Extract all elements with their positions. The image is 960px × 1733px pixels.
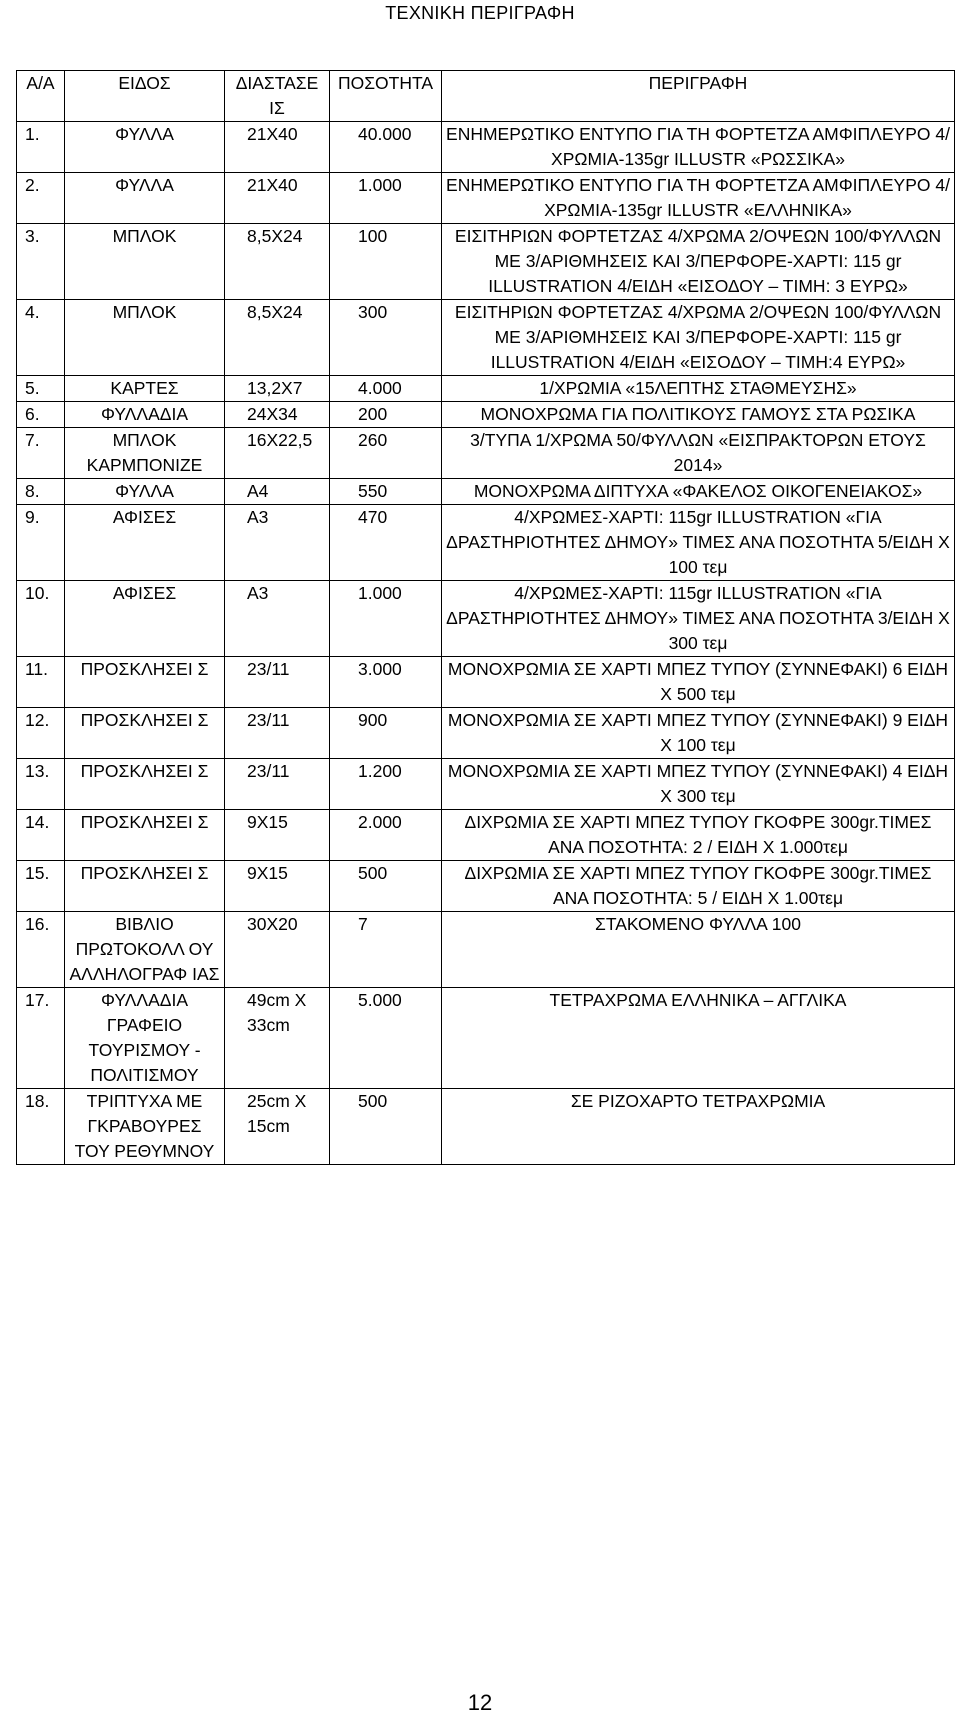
cell-num: 6. — [17, 402, 65, 428]
cell-quantity: 3.000 — [330, 657, 442, 708]
cell-quantity: 500 — [330, 861, 442, 912]
cell-description: 1/ΧΡΩΜΙΑ «15ΛΕΠΤΗΣ ΣΤΑΘΜΕΥΣΗΣ» — [442, 376, 955, 402]
cell-dimensions: Α3 — [225, 581, 330, 657]
table-row — [17, 122, 955, 173]
table-row — [17, 428, 955, 479]
cell-quantity: 1.000 — [330, 581, 442, 657]
cell-quantity: 40.000 — [330, 122, 442, 173]
cell-kind: ΜΠΛΟΚ ΚΑΡΜΠΟΝΙΖΕ — [65, 428, 225, 479]
cell-num: 2. — [17, 173, 65, 224]
table-row — [17, 708, 955, 759]
table-row — [17, 173, 955, 224]
cell-dimensions: 21Χ40 — [225, 173, 330, 224]
table-row — [17, 912, 955, 988]
cell-quantity: 900 — [330, 708, 442, 759]
cell-num: 16. — [17, 912, 65, 988]
cell-num: 5. — [17, 376, 65, 402]
cell-dimensions: 49cm Χ 33cm — [225, 988, 330, 1089]
table-body — [17, 122, 955, 1165]
header-dimensions: ΔΙΑΣΤΑΣΕ ΙΣ — [225, 71, 330, 122]
cell-quantity: 500 — [330, 1089, 442, 1165]
page-number: 12 — [467, 1690, 493, 1715]
cell-description: ΔΙΧΡΩΜΙΑ ΣΕ ΧΑΡΤΙ ΜΠΕΖ ΤΥΠΟΥ ΓΚΟΦΡΕ 300gr.ΤΙΜΕΣ ΑΝΑ ΠΟΣΟΤΗΤΑ: 2 / ΕΙΔΗ Χ 1.000τεμ — [442, 810, 955, 861]
cell-num: 4. — [17, 300, 65, 376]
cell-kind: ΦΥΛΛΑ — [65, 479, 225, 505]
cell-description: ΕΙΣΙΤΗΡΙΩΝ ΦΟΡΤΕΤΖΑΣ 4/ΧΡΩΜΑ 2/ΟΨΕΩΝ 100/ΦΥΛΛΩΝ ΜΕ 3/ΑΡΙΘΜΗΣΕΙΣ ΚΑΙ 3/ΠΕΡΦΟΡΕ-ΧΑΡΤΙ: 115 gr ILLUSTRATION 4/ΕΙΔΗ «ΕΙΣΟΔΟΥ – ΤΙΜΗ:4 ΕΥΡΩ» — [442, 300, 955, 376]
cell-num: 9. — [17, 505, 65, 581]
header-num: Α/Α — [17, 71, 65, 122]
cell-dimensions: 23/11 — [225, 657, 330, 708]
cell-dimensions: 9Χ15 — [225, 810, 330, 861]
cell-description: ΕΝΗΜΕΡΩΤΙΚΟ ΕΝΤΥΠΟ ΓΙΑ ΤΗ ΦΟΡΤΕΤΖΑ ΑΜΦΙΠΛΕΥΡΟ 4/ΧΡΩΜΙΑ-135gr ILLUSTR «ΡΩΣΣΙΚΑ» — [442, 122, 955, 173]
cell-description: 4/ΧΡΩΜΕΣ-ΧΑΡΤΙ: 115gr ILLUSTRATION «ΓΙΑ ΔΡΑΣΤΗΡΙΟΤΗΤΕΣ ΔΗΜΟΥ» ΤΙΜΕΣ ΑΝΑ ΠΟΣΟΤΗΤΑ 5/ΕΙΔΗ Χ 100 τεμ — [442, 505, 955, 581]
cell-description: 4/ΧΡΩΜΕΣ-ΧΑΡΤΙ: 115gr ILLUSTRATION «ΓΙΑ ΔΡΑΣΤΗΡΙΟΤΗΤΕΣ ΔΗΜΟΥ» ΤΙΜΕΣ ΑΝΑ ΠΟΣΟΤΗΤΑ 3/ΕΙΔΗ Χ 300 τεμ — [442, 581, 955, 657]
cell-dimensions: 23/11 — [225, 759, 330, 810]
table-row — [17, 1089, 955, 1165]
cell-num: 15. — [17, 861, 65, 912]
cell-num: 1. — [17, 122, 65, 173]
cell-dimensions: 24Χ34 — [225, 402, 330, 428]
cell-dimensions: 23/11 — [225, 708, 330, 759]
cell-kind: ΒΙΒΛΙΟ ΠΡΩΤΟΚΟΛΛ ΟΥ ΑΛΛΗΛΟΓΡΑΦ ΙΑΣ — [65, 912, 225, 988]
cell-description: ΜΟΝΟΧΡΩΜΙΑ ΣΕ ΧΑΡΤΙ ΜΠΕΖ ΤΥΠΟΥ (ΣΥΝΝΕΦΑΚΙ) 6 ΕΙΔΗ Χ 500 τεμ — [442, 657, 955, 708]
cell-kind: ΠΡΟΣΚΛΗΣΕΙ Σ — [65, 759, 225, 810]
table-row — [17, 759, 955, 810]
cell-dimensions: 8,5Χ24 — [225, 300, 330, 376]
cell-dimensions: Α4 — [225, 479, 330, 505]
cell-quantity: 100 — [330, 224, 442, 300]
cell-kind: ΑΦΙΣΕΣ — [65, 505, 225, 581]
cell-kind: ΠΡΟΣΚΛΗΣΕΙ Σ — [65, 708, 225, 759]
table-row — [17, 402, 955, 428]
cell-description: 3/ΤΥΠΑ 1/ΧΡΩΜΑ 50/ΦΥΛΛΩΝ «ΕΙΣΠΡΑΚΤΟΡΩΝ ΕΤΟΥΣ 2014» — [442, 428, 955, 479]
cell-kind: ΜΠΛΟΚ — [65, 224, 225, 300]
cell-description: ΜΟΝΟΧΡΩΜΙΑ ΣΕ ΧΑΡΤΙ ΜΠΕΖ ΤΥΠΟΥ (ΣΥΝΝΕΦΑΚΙ) 9 ΕΙΔΗ Χ 100 τεμ — [442, 708, 955, 759]
cell-quantity: 260 — [330, 428, 442, 479]
cell-quantity: 300 — [330, 300, 442, 376]
cell-description: ΜΟΝΟΧΡΩΜΙΑ ΣΕ ΧΑΡΤΙ ΜΠΕΖ ΤΥΠΟΥ (ΣΥΝΝΕΦΑΚΙ) 4 ΕΙΔΗ Χ 300 τεμ — [442, 759, 955, 810]
cell-quantity: 1.000 — [330, 173, 442, 224]
cell-quantity: 200 — [330, 402, 442, 428]
cell-description: ΜΟΝΟΧΡΩΜΑ ΔΙΠΤΥΧΑ «ΦΑΚΕΛΟΣ ΟΙΚΟΓΕΝΕΙΑΚΟΣ» — [442, 479, 955, 505]
cell-description: ΜΟΝΟΧΡΩΜΑ ΓΙΑ ΠΟΛΙΤΙΚΟΥΣ ΓΑΜΟΥΣ ΣΤΑ ΡΩΣΙΚΑ — [442, 402, 955, 428]
cell-dimensions: 16Χ22,5 — [225, 428, 330, 479]
cell-quantity: 7 — [330, 912, 442, 988]
cell-num: 18. — [17, 1089, 65, 1165]
cell-dimensions: 9Χ15 — [225, 861, 330, 912]
header-kind: ΕΙΔΟΣ — [65, 71, 225, 122]
table-row — [17, 505, 955, 581]
header-description: ΠΕΡΙΓΡΑΦΗ — [442, 71, 955, 122]
cell-quantity: 2.000 — [330, 810, 442, 861]
cell-kind: ΠΡΟΣΚΛΗΣΕΙ Σ — [65, 861, 225, 912]
specification-table — [16, 70, 955, 1165]
table-row — [17, 657, 955, 708]
cell-kind: ΠΡΟΣΚΛΗΣΕΙ Σ — [65, 810, 225, 861]
cell-num: 17. — [17, 988, 65, 1089]
cell-dimensions: 25cm Χ 15cm — [225, 1089, 330, 1165]
table-row — [17, 300, 955, 376]
table-row — [17, 376, 955, 402]
table-row — [17, 810, 955, 861]
cell-kind: ΦΥΛΛΑ — [65, 173, 225, 224]
cell-quantity: 470 — [330, 505, 442, 581]
cell-kind: ΦΥΛΛΑΔΙΑ — [65, 402, 225, 428]
table-row — [17, 861, 955, 912]
cell-num: 11. — [17, 657, 65, 708]
cell-description: ΕΙΣΙΤΗΡΙΩΝ ΦΟΡΤΕΤΖΑΣ 4/ΧΡΩΜΑ 2/ΟΨΕΩΝ 100/ΦΥΛΛΩΝ ΜΕ 3/ΑΡΙΘΜΗΣΕΙΣ ΚΑΙ 3/ΠΕΡΦΟΡΕ-ΧΑΡΤΙ: 115 gr ILLUSTRATION 4/ΕΙΔΗ «ΕΙΣΟΔΟΥ – ΤΙΜΗ: 3 ΕΥΡΩ» — [442, 224, 955, 300]
cell-dimensions: 8,5Χ24 — [225, 224, 330, 300]
cell-num: 3. — [17, 224, 65, 300]
table-row — [17, 581, 955, 657]
cell-description: ΕΝΗΜΕΡΩΤΙΚΟ ΕΝΤΥΠΟ ΓΙΑ ΤΗ ΦΟΡΤΕΤΖΑ ΑΜΦΙΠΛΕΥΡΟ 4/ΧΡΩΜΙΑ-135gr ILLUSTR «ΕΛΛΗΝΙΚΑ» — [442, 173, 955, 224]
table-row — [17, 224, 955, 300]
cell-kind: ΦΥΛΛΑΔΙΑ ΓΡΑΦΕΙΟ ΤΟΥΡΙΣΜΟΥ - ΠΟΛΙΤΙΣΜΟΥ — [65, 988, 225, 1089]
cell-quantity: 1.200 — [330, 759, 442, 810]
cell-description: ΣΕ ΡΙΖΟΧΑΡΤΟ ΤΕΤΡΑΧΡΩΜΙΑ — [442, 1089, 955, 1165]
table-row — [17, 988, 955, 1089]
cell-num: 14. — [17, 810, 65, 861]
cell-dimensions: 30Χ20 — [225, 912, 330, 988]
cell-dimensions: Α3 — [225, 505, 330, 581]
cell-kind: ΑΦΙΣΕΣ — [65, 581, 225, 657]
cell-kind: ΤΡΙΠΤΥΧΑ ΜΕ ΓΚΡΑΒΟΥΡΕΣ ΤΟΥ ΡΕΘΥΜΝΟΥ — [65, 1089, 225, 1165]
cell-quantity: 5.000 — [330, 988, 442, 1089]
cell-kind: ΚΑΡΤΕΣ — [65, 376, 225, 402]
cell-description: ΤΕΤΡΑΧΡΩΜΑ ΕΛΛΗΝΙΚΑ – ΑΓΓΛΙΚΑ — [442, 988, 955, 1089]
cell-description: ΣΤΑΚΟΜΕΝΟ ΦΥΛΛΑ 100 — [442, 912, 955, 988]
cell-num: 7. — [17, 428, 65, 479]
page-title: ΤΕΧΝΙΚΗ ΠΕΡΙΓΡΑΦΗ — [385, 3, 575, 23]
cell-num: 13. — [17, 759, 65, 810]
cell-kind: ΠΡΟΣΚΛΗΣΕΙ Σ — [65, 657, 225, 708]
cell-quantity: 4.000 — [330, 376, 442, 402]
cell-dimensions: 21Χ40 — [225, 122, 330, 173]
table-row — [17, 479, 955, 505]
header-quantity: ΠΟΣΟΤΗΤΑ — [330, 71, 442, 122]
cell-num: 8. — [17, 479, 65, 505]
cell-dimensions: 13,2Χ7 — [225, 376, 330, 402]
cell-kind: ΦΥΛΛΑ — [65, 122, 225, 173]
cell-quantity: 550 — [330, 479, 442, 505]
cell-kind: ΜΠΛΟΚ — [65, 300, 225, 376]
cell-num: 10. — [17, 581, 65, 657]
cell-num: 12. — [17, 708, 65, 759]
cell-description: ΔΙΧΡΩΜΙΑ ΣΕ ΧΑΡΤΙ ΜΠΕΖ ΤΥΠΟΥ ΓΚΟΦΡΕ 300gr.ΤΙΜΕΣ ΑΝΑ ΠΟΣΟΤΗΤΑ: 5 / ΕΙΔΗ Χ 1.00τεμ — [442, 861, 955, 912]
table-header-row — [17, 71, 955, 122]
